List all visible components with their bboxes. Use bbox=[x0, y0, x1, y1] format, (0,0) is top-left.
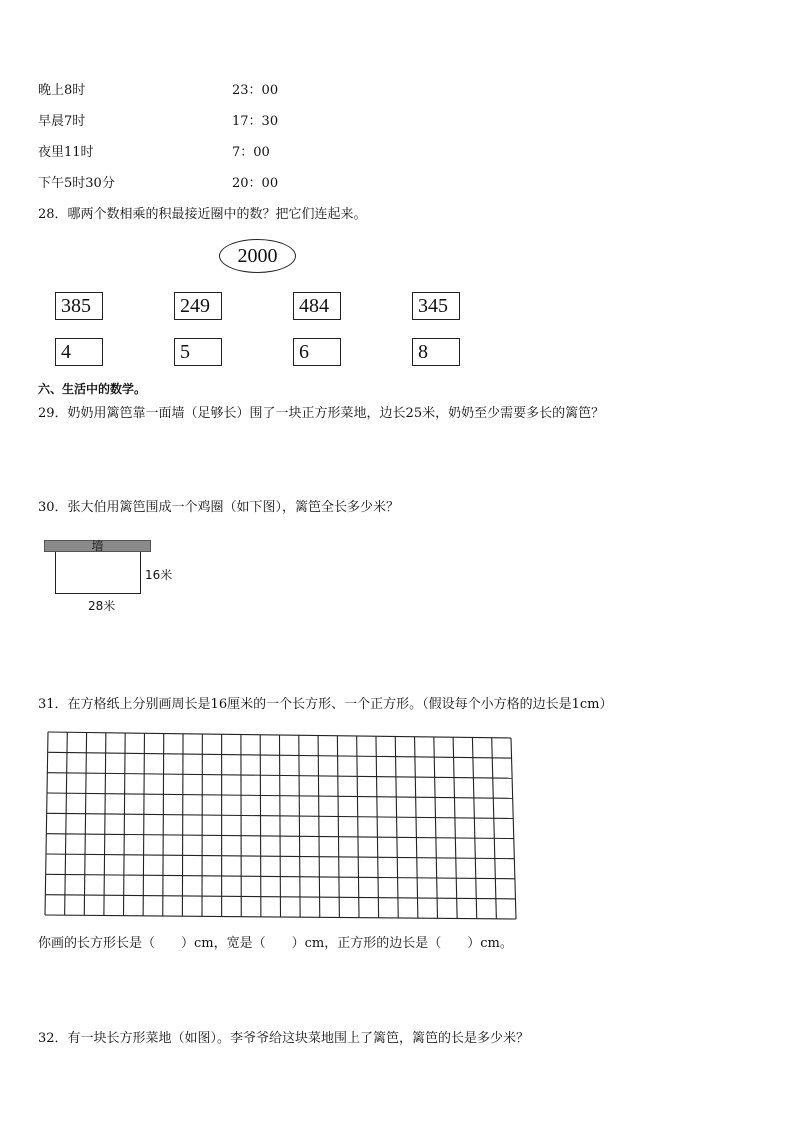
number-box-bottom-3: 6 bbox=[293, 338, 341, 366]
number-box-top-2: 249 bbox=[174, 292, 222, 320]
section-6-title: 六、生活中的数学。 bbox=[38, 382, 147, 396]
question-32: 32．有一块长方形菜地（如图）。李爷爷给这块菜地围上了篱笆，篱笆的长是多少米？ bbox=[38, 1031, 530, 1046]
time-label-right-3: 7：00 bbox=[232, 145, 270, 160]
grid-vertical-line bbox=[472, 738, 476, 919]
grid-paper[interactable] bbox=[40, 725, 525, 925]
time-label-left-2: 早晨7时 bbox=[38, 114, 86, 129]
time-label-right-2: 17：30 bbox=[232, 114, 279, 129]
grid-vertical-line bbox=[260, 735, 261, 917]
grid-vertical-line bbox=[492, 738, 497, 919]
wall-bar bbox=[44, 540, 151, 552]
number-box-bottom-2: 5 bbox=[174, 338, 222, 366]
side-length-label: 16米 bbox=[145, 568, 173, 582]
wall-label: 墙 bbox=[91, 539, 104, 553]
time-label-left-4: 下午5时30分 bbox=[38, 176, 115, 191]
grid-vertical-line bbox=[395, 737, 398, 919]
grid-vertical-line bbox=[376, 736, 379, 918]
number-box-top-1: 385 bbox=[55, 292, 103, 320]
number-box-bottom-4: 8 bbox=[412, 338, 460, 366]
target-number: 2000 bbox=[237, 244, 278, 267]
grid-vertical-line bbox=[182, 734, 183, 916]
grid-vertical-line bbox=[337, 736, 339, 918]
grid-vertical-line bbox=[415, 737, 418, 918]
question-29: 29．奶奶用篱笆靠一面墙（足够长）围了一块正方形菜地，边长25米，奶奶至少需要多长的篱笆？ bbox=[38, 406, 605, 421]
grid-vertical-line bbox=[104, 733, 106, 916]
number-box-bottom-1: 4 bbox=[55, 338, 103, 366]
question-31: 31．在方格纸上分别画周长是16厘米的一个长方形、一个正方形。（假设每个小方格的边长是1cm） bbox=[38, 697, 613, 712]
time-label-left-1: 晚上8时 bbox=[38, 83, 86, 98]
grid-vertical-line bbox=[357, 736, 359, 918]
grid-vertical-line bbox=[65, 732, 68, 915]
grid-vertical-line bbox=[434, 737, 438, 918]
bottom-length-label: 28米 bbox=[88, 599, 116, 613]
grid-vertical-line bbox=[299, 735, 300, 917]
grid-vertical-line bbox=[124, 733, 126, 916]
grid-vertical-line bbox=[453, 737, 457, 918]
number-box-top-4: 345 bbox=[412, 292, 460, 320]
grid-vertical-line bbox=[163, 734, 164, 917]
target-number-ellipse bbox=[219, 239, 296, 273]
chicken-pen-rectangle bbox=[55, 552, 141, 594]
number-box-top-3: 484 bbox=[293, 292, 341, 320]
question-30: 30．张大伯用篱笆围成一个鸡圈（如下图），篱笆全长多少米？ bbox=[38, 500, 400, 515]
time-label-right-4: 20：00 bbox=[232, 176, 279, 191]
grid-vertical-line bbox=[143, 733, 144, 916]
question-28: 28．哪两个数相乘的积最接近圈中的数？把它们连起来。 bbox=[38, 207, 367, 222]
grid-vertical-line bbox=[318, 736, 320, 918]
grid-vertical-line bbox=[280, 735, 281, 917]
grid-vertical-line bbox=[511, 738, 516, 919]
question-31-answer-line: 你画的长方形长是（ ）cm，宽是（ ）cm，正方形的边长是（ ）cm。 bbox=[38, 936, 513, 951]
grid-vertical-line bbox=[45, 732, 48, 915]
time-label-left-3: 夜里11时 bbox=[38, 145, 94, 160]
grid-vertical-line bbox=[84, 733, 86, 916]
time-label-right-1: 23：00 bbox=[232, 83, 279, 98]
